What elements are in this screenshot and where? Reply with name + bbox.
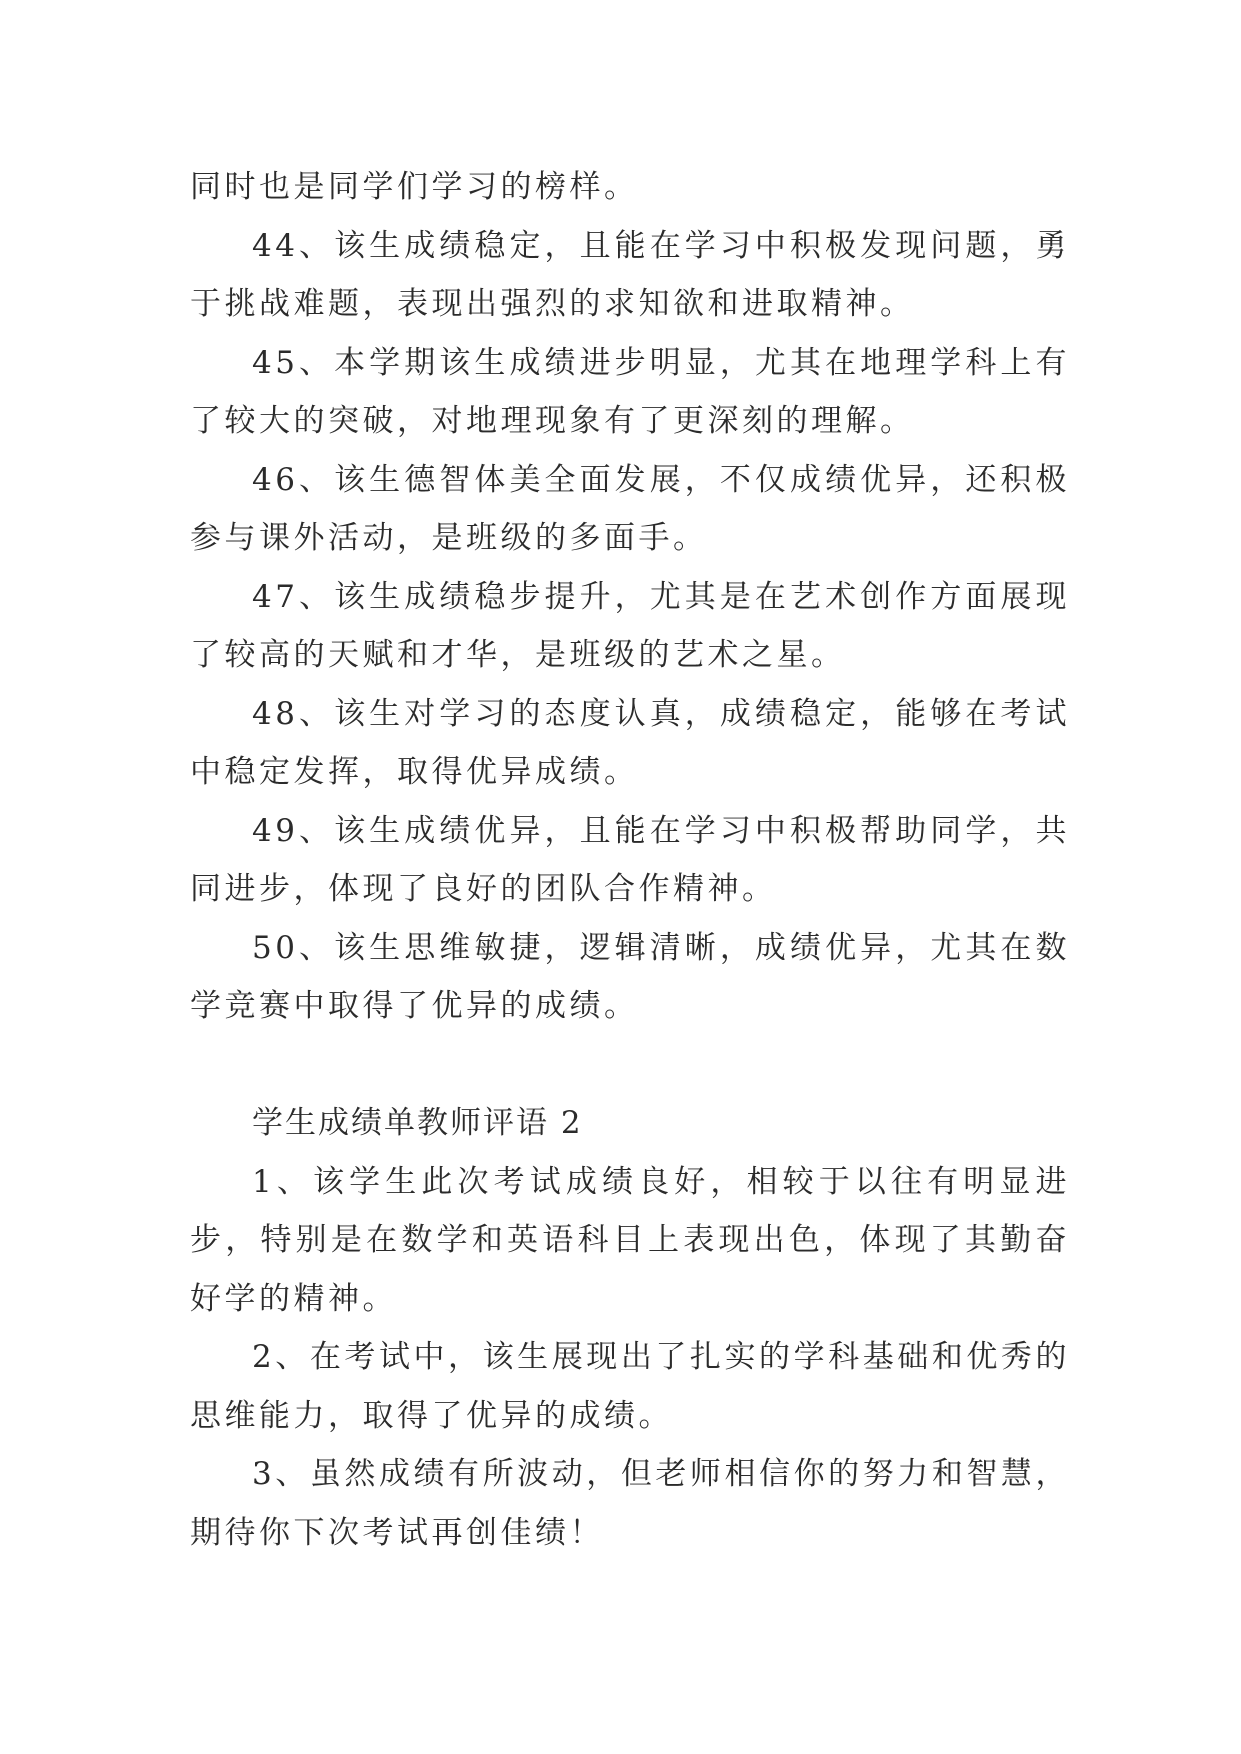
comment-3: 3、虽然成绩有所波动，但老师相信你的努力和智慧，期待你下次考试再创佳绩！ (190, 1456, 1070, 1551)
comment-47: 47、该生成绩稳步提升，尤其是在艺术创作方面展现了较高的天赋和才华，是班级的艺术之星。 (190, 578, 1070, 673)
comment-48: 48、该生对学习的态度认真，成绩稳定，能够在考试中稳定发挥，取得优异成绩。 (190, 695, 1070, 790)
section-2 (190, 1094, 1070, 1562)
comment-49: 49、该生成绩优异，且能在学习中积极帮助同学，共同进步，体现了良好的团队合作精神。 (190, 812, 1070, 907)
document-body (190, 158, 1070, 1562)
section-1 (190, 158, 1070, 1036)
comment-45: 45、本学期该生成绩进步明显，尤其在地理学科上有了较大的突破，对地理现象有了更深刻的理解。 (190, 344, 1070, 439)
section-gap (190, 1036, 1070, 1095)
paragraph-continuation: 同时也是同学们学习的榜样。 (190, 169, 639, 205)
comment-44: 44、该生成绩稳定，且能在学习中积极发现问题，勇于挑战难题，表现出强烈的求知欲和进取精神。 (190, 227, 1070, 322)
comment-2: 2、在考试中，该生展现出了扎实的学科基础和优秀的思维能力，取得了优异的成绩。 (190, 1339, 1070, 1434)
comment-1: 1、该学生此次考试成绩良好，相较于以往有明显进步，特别是在数学和英语科目上表现出色，体现了其勤奋好学的精神。 (190, 1163, 1070, 1317)
comment-50: 50、该生思维敏捷，逻辑清晰，成绩优异，尤其在数学竞赛中取得了优异的成绩。 (190, 929, 1070, 1024)
section-heading: 学生成绩单教师评语 2 (252, 1105, 583, 1141)
comment-46: 46、该生德智体美全面发展，不仅成绩优异，还积极参与课外活动，是班级的多面手。 (190, 461, 1070, 556)
